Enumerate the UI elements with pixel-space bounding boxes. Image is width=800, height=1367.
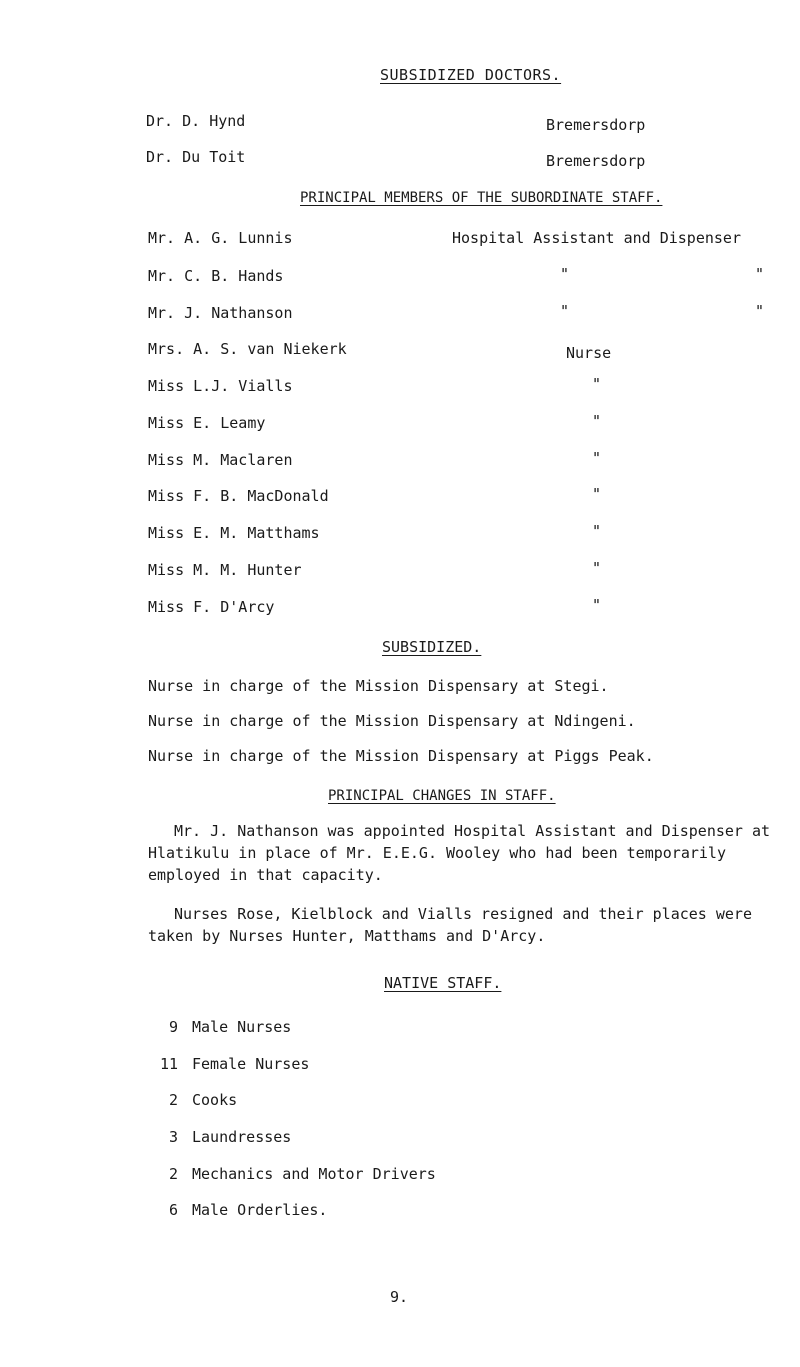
staff-name: Mr. A. G. Lunnis xyxy=(148,229,293,247)
staff-name: Mrs. A. S. van Niekerk xyxy=(148,340,347,358)
subsidized-line: Nurse in charge of the Mission Dispensary at Ndingeni. xyxy=(148,712,636,730)
staff-name: Miss E. M. Matthams xyxy=(148,524,320,542)
subsidized-line: Nurse in charge of the Mission Dispensary at Stegi. xyxy=(148,677,609,695)
native-staff-count: 11 xyxy=(159,1055,178,1073)
ditto-mark: " xyxy=(560,302,570,320)
changes-paragraph-text: Mr. J. Nathanson was appointed Hospital Assistant and Dispenser at Hlatikulu in place of Mr. E.E.G. Wooley who had been temporarily employed in that capacity. xyxy=(148,822,771,884)
staff-name: Mr. J. Nathanson xyxy=(148,304,293,322)
native-staff-label: Laundresses xyxy=(192,1128,292,1146)
subsidized-heading: SUBSIDIZED. xyxy=(382,638,482,656)
native-staff-label: Female Nurses xyxy=(192,1055,310,1073)
doctor-name-2: Dr. Du Toit xyxy=(146,148,246,166)
ditto-mark: " xyxy=(592,522,602,540)
ditto-mark: " xyxy=(592,485,602,503)
subsidized-line: Nurse in charge of the Mission Dispensary at Piggs Peak. xyxy=(148,747,654,765)
changes-paragraph-text: Nurses Rose, Kielblock and Vialls resigned and their places were taken by Nurses Hunter, Matthams and D'Arcy. xyxy=(148,905,752,945)
changes-paragraph-2 xyxy=(148,903,778,947)
changes-paragraph-1 xyxy=(148,820,778,886)
native-staff-heading: NATIVE STAFF. xyxy=(384,974,502,992)
native-staff-count: 3 xyxy=(168,1128,178,1146)
native-staff-label: Mechanics and Motor Drivers xyxy=(192,1165,436,1183)
ditto-mark: " xyxy=(592,412,602,430)
native-staff-count: 9 xyxy=(168,1018,178,1036)
staff-name: Miss M. Maclaren xyxy=(148,451,293,469)
ditto-mark: " xyxy=(592,449,602,467)
native-staff-label: Cooks xyxy=(192,1091,238,1109)
staff-name: Miss F. D'Arcy xyxy=(148,598,275,616)
staff-name: Miss L.J. Vialls xyxy=(148,377,293,395)
staff-name: Miss F. B. MacDonald xyxy=(148,487,329,505)
native-staff-label: Male Nurses xyxy=(192,1018,292,1036)
staff-name: Miss M. M. Hunter xyxy=(148,561,302,579)
staff-name: Mr. C. B. Hands xyxy=(148,267,284,285)
ditto-mark: " xyxy=(755,302,765,320)
ditto-mark: " xyxy=(560,265,570,283)
ditto-mark: " xyxy=(592,596,602,614)
ditto-mark: " xyxy=(592,375,602,393)
page-title: SUBSIDIZED DOCTORS. xyxy=(380,66,562,84)
native-staff-label: Male Orderlies. xyxy=(192,1201,328,1219)
doctor-name-1: Dr. D. Hynd xyxy=(146,112,246,130)
page-number: 9. xyxy=(390,1288,409,1306)
staff-role: Hospital Assistant and Dispenser xyxy=(452,229,741,247)
ditto-mark: " xyxy=(755,265,765,283)
native-staff-count: 2 xyxy=(168,1165,178,1183)
principal-staff-heading: PRINCIPAL MEMBERS OF THE SUBORDINATE STAFF. xyxy=(300,190,663,206)
doctor-location-2: Bremersdorp xyxy=(546,152,646,170)
native-staff-count: 2 xyxy=(168,1091,178,1109)
ditto-mark: " xyxy=(592,559,602,577)
native-staff-count: 6 xyxy=(168,1201,178,1219)
staff-name: Miss E. Leamy xyxy=(148,414,266,432)
doctor-location-1: Bremersdorp xyxy=(546,116,646,134)
staff-role: Nurse xyxy=(566,344,612,362)
changes-heading: PRINCIPAL CHANGES IN STAFF. xyxy=(328,788,556,804)
